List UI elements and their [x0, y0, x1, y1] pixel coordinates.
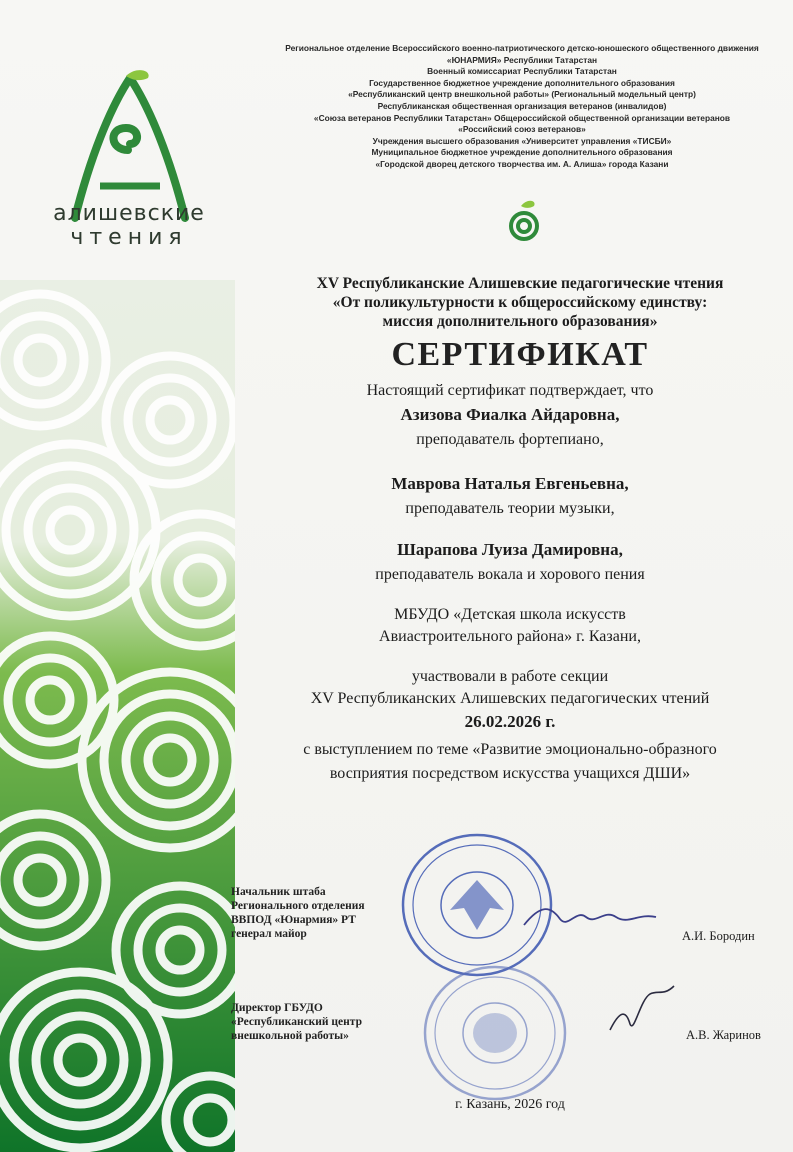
- participated-line-2: XV Республиканских Алишевских педагогических чтений: [310, 690, 710, 707]
- event-title: [270, 274, 770, 331]
- school-line-2: Авиастроительного района» г. Казани,: [379, 628, 641, 645]
- event-date: 26.02.2026 г.: [464, 712, 556, 731]
- footer-place-date: г. Казань, 2026 год: [455, 1097, 565, 1112]
- logo-line-2: чтения: [70, 225, 188, 250]
- organizer-line: «ЮНАРМИЯ» Республики Татарстан: [446, 54, 598, 65]
- organizer-line: Военный комиссариат Республики Татарстан: [427, 66, 617, 77]
- signatory-1-title-line: Регионального отделения: [231, 900, 365, 912]
- signature-1-icon: [520, 895, 660, 935]
- signatory-2-title-line: «Республиканский центр: [231, 1016, 362, 1028]
- participated-line-1: участвовали в работе секции: [411, 668, 609, 685]
- signatory-1-title-line: ВВПОД «Юнармия» РТ: [231, 914, 356, 926]
- school-line-1: МБУДО «Детская школа искусств: [394, 606, 626, 623]
- participant-role-3: преподаватель вокала и хорового пения: [375, 566, 645, 583]
- certificate-heading: СЕРТИФИКАТ: [391, 336, 649, 373]
- organizer-line: «Союза ветеранов Республики Татарстан» Общероссийской общественной организации ветеранов: [313, 112, 731, 123]
- topic-line-2: восприятия посредством искусства учащихся ДШИ»: [329, 765, 691, 782]
- signatory-1-name: А.И. Бородин: [682, 929, 755, 943]
- participant-name-2: Маврова Наталья Евгеньевна,: [391, 474, 629, 493]
- signatory-2-title: [231, 1001, 362, 1043]
- event-title-line-1: XV Республиканские Алишевские педагогические чтения: [316, 275, 724, 292]
- logo-line-1: алишевские: [53, 201, 205, 226]
- signatory-1-title-line: Начальник штаба: [231, 886, 326, 898]
- certificate-intro: Настоящий сертификат подтверждает, что: [366, 382, 654, 399]
- participant-role-2: преподаватель теории музыки,: [405, 500, 615, 517]
- organizers-list: [282, 43, 762, 171]
- event-title-line-2: «От поликультурности к общероссийскому единству:: [332, 294, 708, 311]
- participant-role-1: преподаватель фортепиано,: [416, 431, 604, 448]
- participant-name-3: Шарапова Луиза Дамировна,: [397, 540, 623, 559]
- organizer-line: Учреждения высшего образования «Университет управления «ТИСБИ»: [372, 135, 672, 146]
- logo-wordmark: [44, 202, 214, 250]
- organizer-line: «Российский союз ветеранов»: [458, 124, 586, 135]
- organizer-line: «Городской дворец детского творчества им. А. Алиша» города Казани: [375, 158, 669, 169]
- small-snail-logo-icon: [507, 198, 541, 244]
- organizer-line: Государственное бюджетное учреждение дополнительного образования: [369, 77, 675, 88]
- participant-name-1: Азизова Фиалка Айдаровна,: [400, 405, 620, 424]
- rcvr-round-stamp: [420, 962, 570, 1104]
- signature-2-icon: [600, 980, 680, 1040]
- signatory-2-title-line: внешкольной работы»: [231, 1030, 349, 1042]
- organizer-line: Муниципальное бюджетное учреждение дополнительного образования: [371, 147, 673, 158]
- event-title-line-3: миссия дополнительного образования»: [382, 313, 658, 330]
- signatory-1-title-line: генерал майор: [231, 928, 307, 940]
- signatory-1-title: [231, 885, 365, 941]
- signatory-2-title-line: Директор ГБУДО: [231, 1002, 323, 1014]
- organizer-line: «Республиканский центр внешкольной работы» (Региональный модельный центр): [348, 89, 696, 100]
- signatory-2-name: А.В. Жаринов: [686, 1028, 761, 1042]
- organizer-line: Региональное отделение Всероссийского военно-патриотического детско-юношеского общественного движения: [285, 43, 759, 53]
- topic-line-1: с выступлением по теме «Развитие эмоционально-образного: [303, 741, 717, 758]
- organizer-line: Республиканская общественная организация ветеранов (инвалидов): [377, 100, 667, 111]
